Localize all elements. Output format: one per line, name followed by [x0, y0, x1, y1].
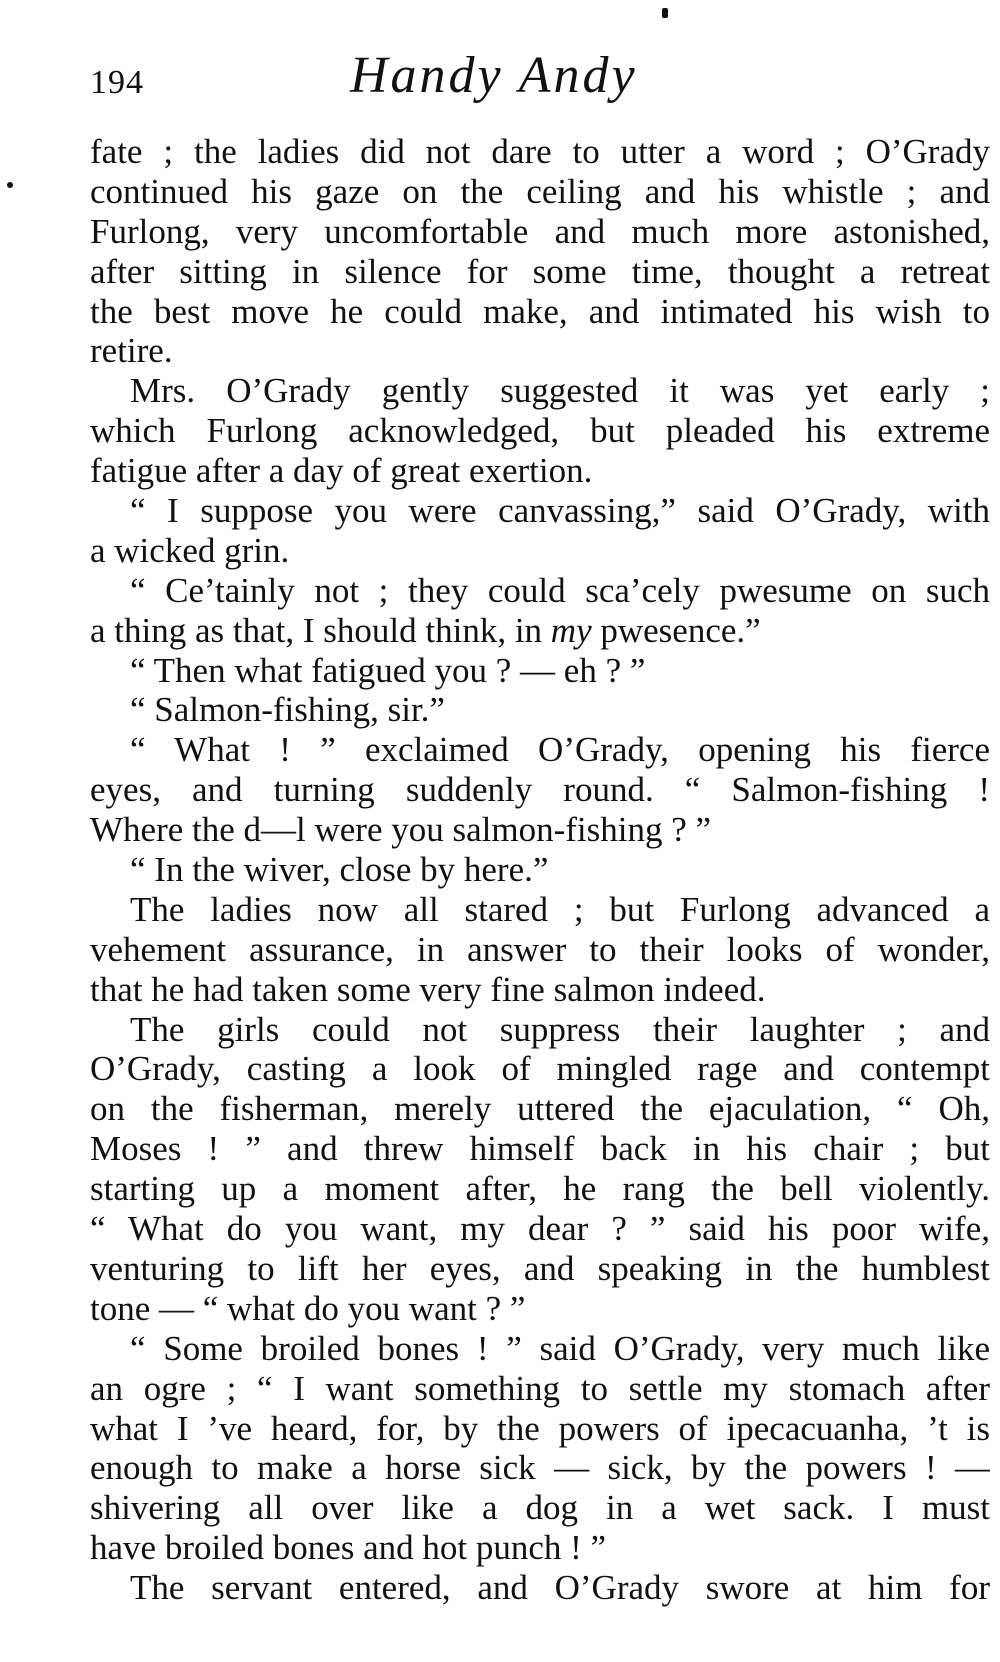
text-line: vehement assurance, in answer to their looks of wonder, [90, 929, 990, 969]
text-line: The girls could not suppress their laughter ; and [130, 1009, 990, 1049]
text-line: “ What ! ” exclaimed O’Grady, opening his fierce [130, 730, 990, 770]
text-line: eyes, and turning suddenly round. “ Salmon-fishing ! [90, 770, 990, 810]
text-line: enough to make a horse sick — sick, by the powers ! — [90, 1448, 990, 1488]
text-line: “ What do you want, my dear ? ” said his poor wife, [90, 1209, 990, 1249]
text-line: “ Some broiled bones ! ” said O’Grady, very much like [130, 1328, 990, 1368]
ink-dot [7, 182, 13, 188]
running-title: Handy Andy [350, 47, 638, 104]
text-line: a wicked grin. [90, 530, 290, 570]
text-line: fatigue after a day of great exertion. [90, 451, 593, 491]
text-line: Furlong, very uncomfortable and much more astonished, [90, 211, 990, 251]
text-line: The servant entered, and O’Grady swore at him for [130, 1568, 990, 1608]
text-line: on the fisherman, merely uttered the ejaculation, “ Oh, [90, 1089, 990, 1129]
text-line: starting up a moment after, he rang the bell violently. [90, 1169, 990, 1209]
ink-mark [662, 8, 668, 18]
text-line: “ I suppose you were canvassing,” said O’Grady, with [130, 491, 990, 531]
text-line: retire. [90, 331, 173, 371]
text-line: “ Then what fatigued you ? — eh ? ” [130, 650, 646, 690]
text-line: a thing as that, I should think, in my pwesence.” [90, 610, 761, 650]
text-line: venturing to lift her eyes, and speaking in the humblest [90, 1248, 990, 1288]
emphasis: my [550, 610, 592, 650]
text-line: have broiled bones and hot punch ! ” [90, 1528, 607, 1568]
text-line: Moses ! ” and threw himself back in his chair ; but [90, 1129, 990, 1169]
text-line: fate ; the ladies did not dare to utter a word ; O’Grady [90, 132, 990, 171]
page-number: 194 [90, 64, 144, 101]
text-line: that he had taken some very fine salmon indeed. [90, 969, 766, 1009]
text-line: O’Grady, casting a look of mingled rage and contempt [90, 1049, 990, 1089]
text-line: the best move he could make, and intimated his wish to [90, 291, 990, 331]
text-line: “ In the wiver, close by here.” [130, 850, 549, 890]
text-line: “ Ce’tainly not ; they could sca’cely pwesume on such [130, 570, 990, 610]
text-line: The ladies now all stared ; but Furlong advanced a [130, 889, 990, 929]
text-line: “ Salmon-fishing, sir.” [130, 690, 445, 730]
text-line: Mrs. O’Grady gently suggested it was yet early ; [130, 371, 990, 411]
text-line: tone — “ what do you want ? ” [90, 1288, 526, 1328]
text-line: after sitting in silence for some time, thought a retreat [90, 251, 990, 291]
body-text [90, 132, 990, 1608]
page-header [90, 46, 990, 116]
text-line: which Furlong acknowledged, but pleaded his extreme [90, 411, 990, 451]
text-line: continued his gaze on the ceiling and his whistle ; and [90, 171, 990, 211]
text-line: Where the d—l were you salmon-fishing ? ” [90, 810, 712, 850]
text-line: an ogre ; “ I want something to settle my stomach after [90, 1368, 990, 1408]
text-line: what I ’ve heard, for, by the powers of ipecacuanha, ’t is [90, 1408, 990, 1448]
text-line: shivering all over like a dog in a wet sack. I must [90, 1488, 990, 1528]
